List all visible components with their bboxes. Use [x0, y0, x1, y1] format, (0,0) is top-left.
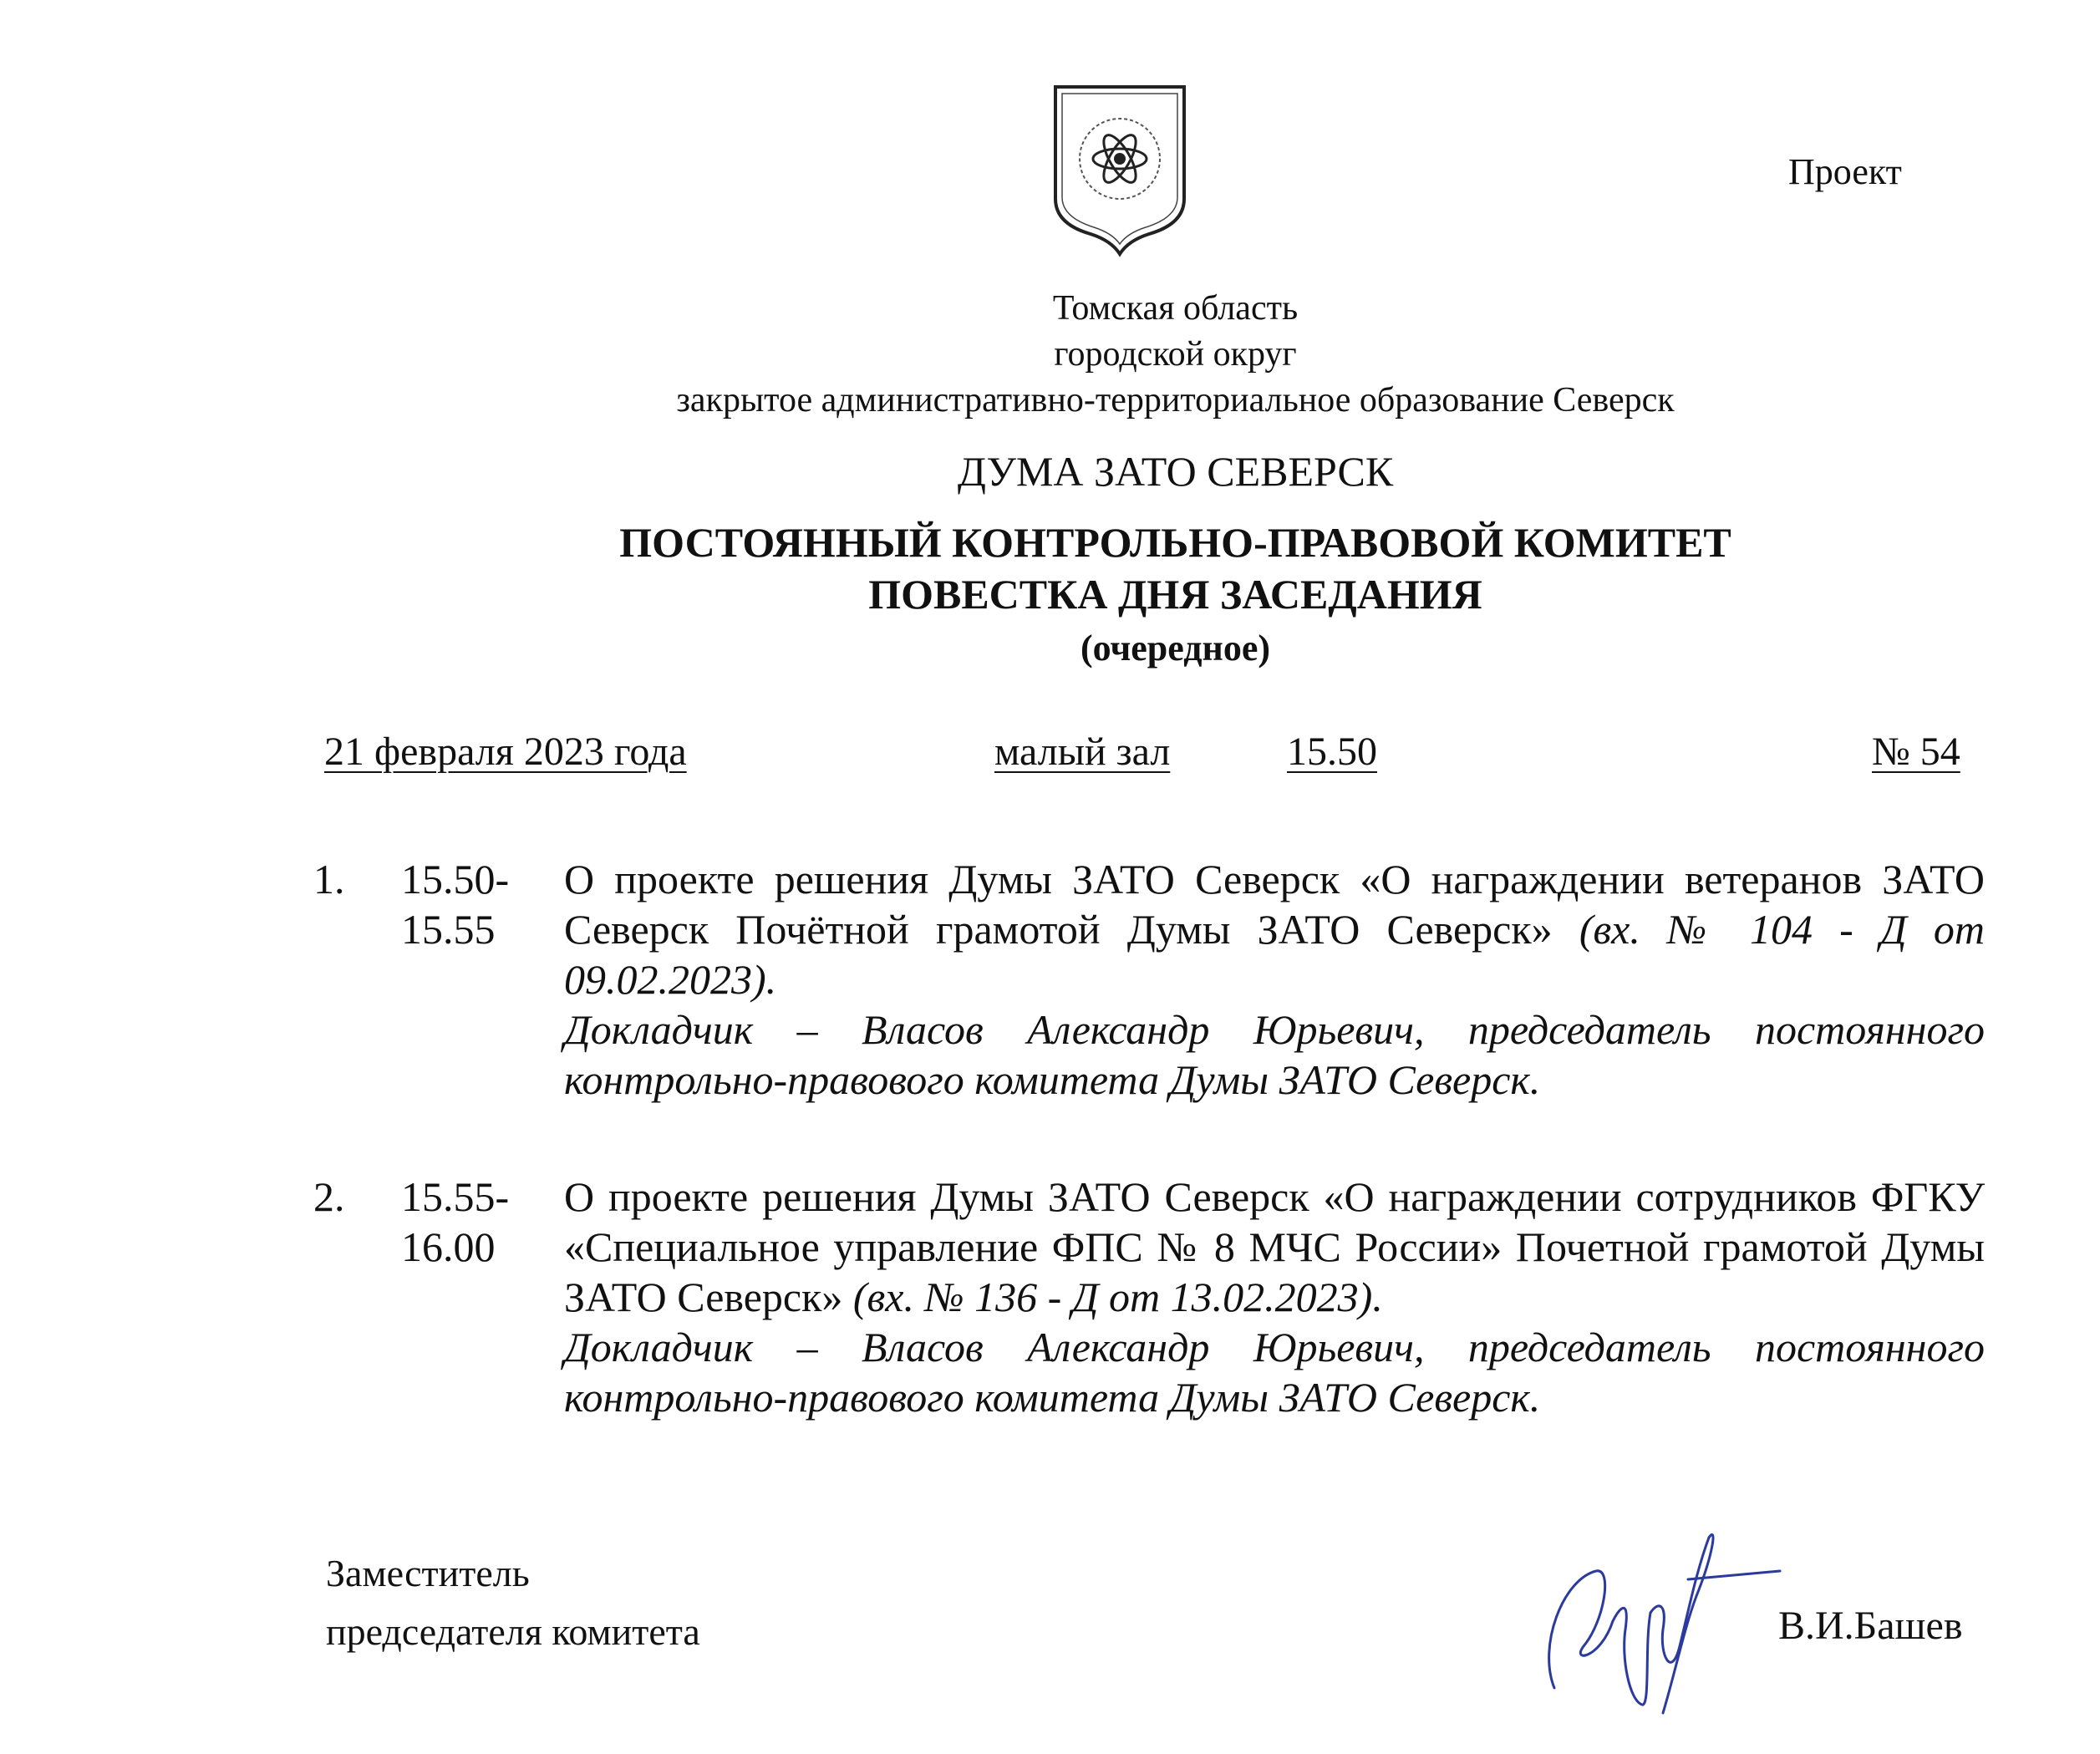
agenda-item-speaker: Докладчик – Власов Александр Юрьевич, председатель постоянного контрольно-правового комитета Думы ЗАТО Северск.	[564, 1324, 1985, 1421]
signer-title-line1: Заместитель	[326, 1552, 530, 1594]
agenda-item-ref: (вх. № 104 - Д от 09.02.2023).	[564, 906, 1986, 1003]
handwritten-signature-icon	[1504, 1521, 1788, 1721]
agenda-item-time	[401, 1172, 510, 1272]
header-region: Томская область	[1052, 289, 1299, 328]
agenda-item-text: О проекте решения Думы ЗАТО Северск «О награждении ветеранов ЗАТО Северск Почётной грамотой Думы ЗАТО Северск»	[564, 856, 1985, 953]
meeting-date: 21 февраля 2023 года	[324, 730, 687, 774]
agenda-item-body	[564, 854, 1985, 1105]
header-entity: закрытое административно-территориальное образование Северск	[676, 381, 1675, 419]
signer-title	[326, 1544, 700, 1661]
signer-name: В.И.Башев	[1778, 1604, 1963, 1648]
agenda-item-ref: (вх. № 136 - Д от 13.02.2023).	[852, 1274, 1383, 1320]
header-duma: ДУМА ЗАТО СЕВЕРСК	[957, 448, 1394, 495]
agenda-item-time-start: 15.55-	[401, 1173, 510, 1220]
agenda-item-time-end: 16.00	[401, 1223, 496, 1270]
meeting-place: малый зал	[994, 730, 1171, 774]
agenda-item-number: 2.	[313, 1173, 345, 1220]
agenda-item-speaker: Докладчик – Власов Александр Юрьевич, председатель постоянного контрольно-правового комитета Думы ЗАТО Северск.	[564, 1006, 1985, 1103]
agenda-item-time	[401, 854, 510, 954]
header-district: городской округ	[1054, 335, 1297, 374]
agenda-item-time-start: 15.50-	[401, 856, 510, 902]
committee-title: ПОСТОЯННЫЙ КОНТРОЛЬНО-ПРАВОВОЙ КОМИТЕТ	[619, 519, 1731, 566]
agenda-item-time-end: 15.55	[401, 906, 496, 953]
agenda-item-number: 1.	[313, 856, 345, 902]
meeting-time: 15.50	[1287, 730, 1377, 774]
session-type: (очередное)	[1080, 628, 1271, 669]
document-title: ПОВЕСТКА ДНЯ ЗАСЕДАНИЯ	[868, 571, 1482, 618]
coat-of-arms-icon	[1049, 82, 1191, 257]
signer-title-line2: председателя комитета	[326, 1610, 700, 1653]
agenda-item-text: О проекте решения Думы ЗАТО Северск «О награждении сотрудников ФГКУ «Специальное управление ФПС № 8 МЧС России» Почетной грамотой Думы ЗАТО Северск»	[564, 1173, 1985, 1320]
document-status: Проект	[1788, 151, 1902, 192]
meeting-number: № 54	[1872, 730, 1960, 774]
agenda-item-body	[564, 1172, 1985, 1422]
